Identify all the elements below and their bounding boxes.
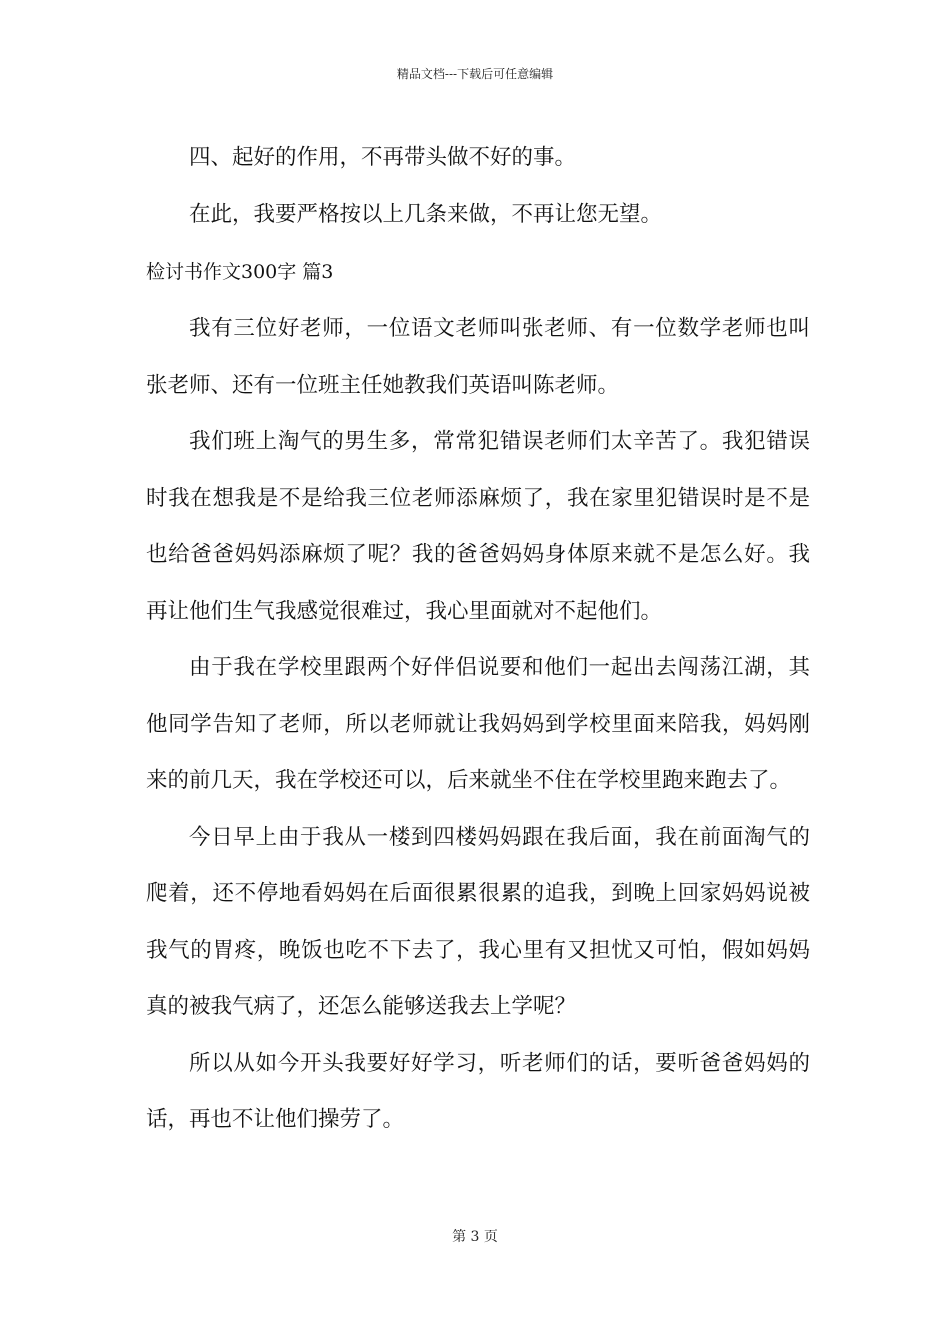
paragraph-mistakes: 我们班上淘气的男生多，常常犯错误老师们太辛苦了。我犯错误时我在想我是不是给我三位老师添麻烦了，我在家里犯错误时是不是也给爸爸妈妈添麻烦了呢？我的爸爸妈妈身体原来就不是怎么好。我再让他们生气我感觉很难过，我心里面就对不起他们。 — [146, 429, 810, 624]
document-body — [146, 130, 810, 1149]
paragraph-item-four: 四、起好的作用，不再带头做不好的事。 — [189, 145, 577, 170]
page-header: 精品文档---下载后可任意编辑 — [396, 67, 554, 81]
paragraph-school-story: 由于我在学校里跟两个好伴侣说要和他们一起出去闯荡江湖，其他同学告知了老师，所以老师就让我妈妈到学校里面来陪我，妈妈刚来的前几天，我在学校还可以，后来就坐不住在学校里跑来跑去了。 — [146, 655, 810, 793]
section-heading: 检讨书作文300字 篇3 — [146, 261, 334, 283]
paragraph-closing-pledge: 在此，我要严格按以上几条来做，不再让您无望。 — [189, 201, 663, 227]
paragraph-resolution: 所以从如今开头我要好好学习，听老师们的话，要听爸爸妈妈的话，再也不让他们操劳了。 — [146, 1050, 810, 1132]
paragraph-morning-story: 今日早上由于我从一楼到四楼妈妈跟在我后面，我在前面淘气的爬着，还不停地看妈妈在后面很累很累的追我，到晚上回家妈妈说被我气的胃疼，晚饭也吃不下去了，我心里有又担忧又可怕，假如妈妈真的被我气病了，还怎么能够送我去上学呢？ — [146, 824, 810, 1019]
page-number: 第 3 页 — [452, 1229, 498, 1245]
paragraph-teachers: 我有三位好老师，一位语文老师叫张老师、有一位数学老师也叫张老师、还有一位班主任她教我们英语叫陈老师。 — [146, 316, 810, 398]
